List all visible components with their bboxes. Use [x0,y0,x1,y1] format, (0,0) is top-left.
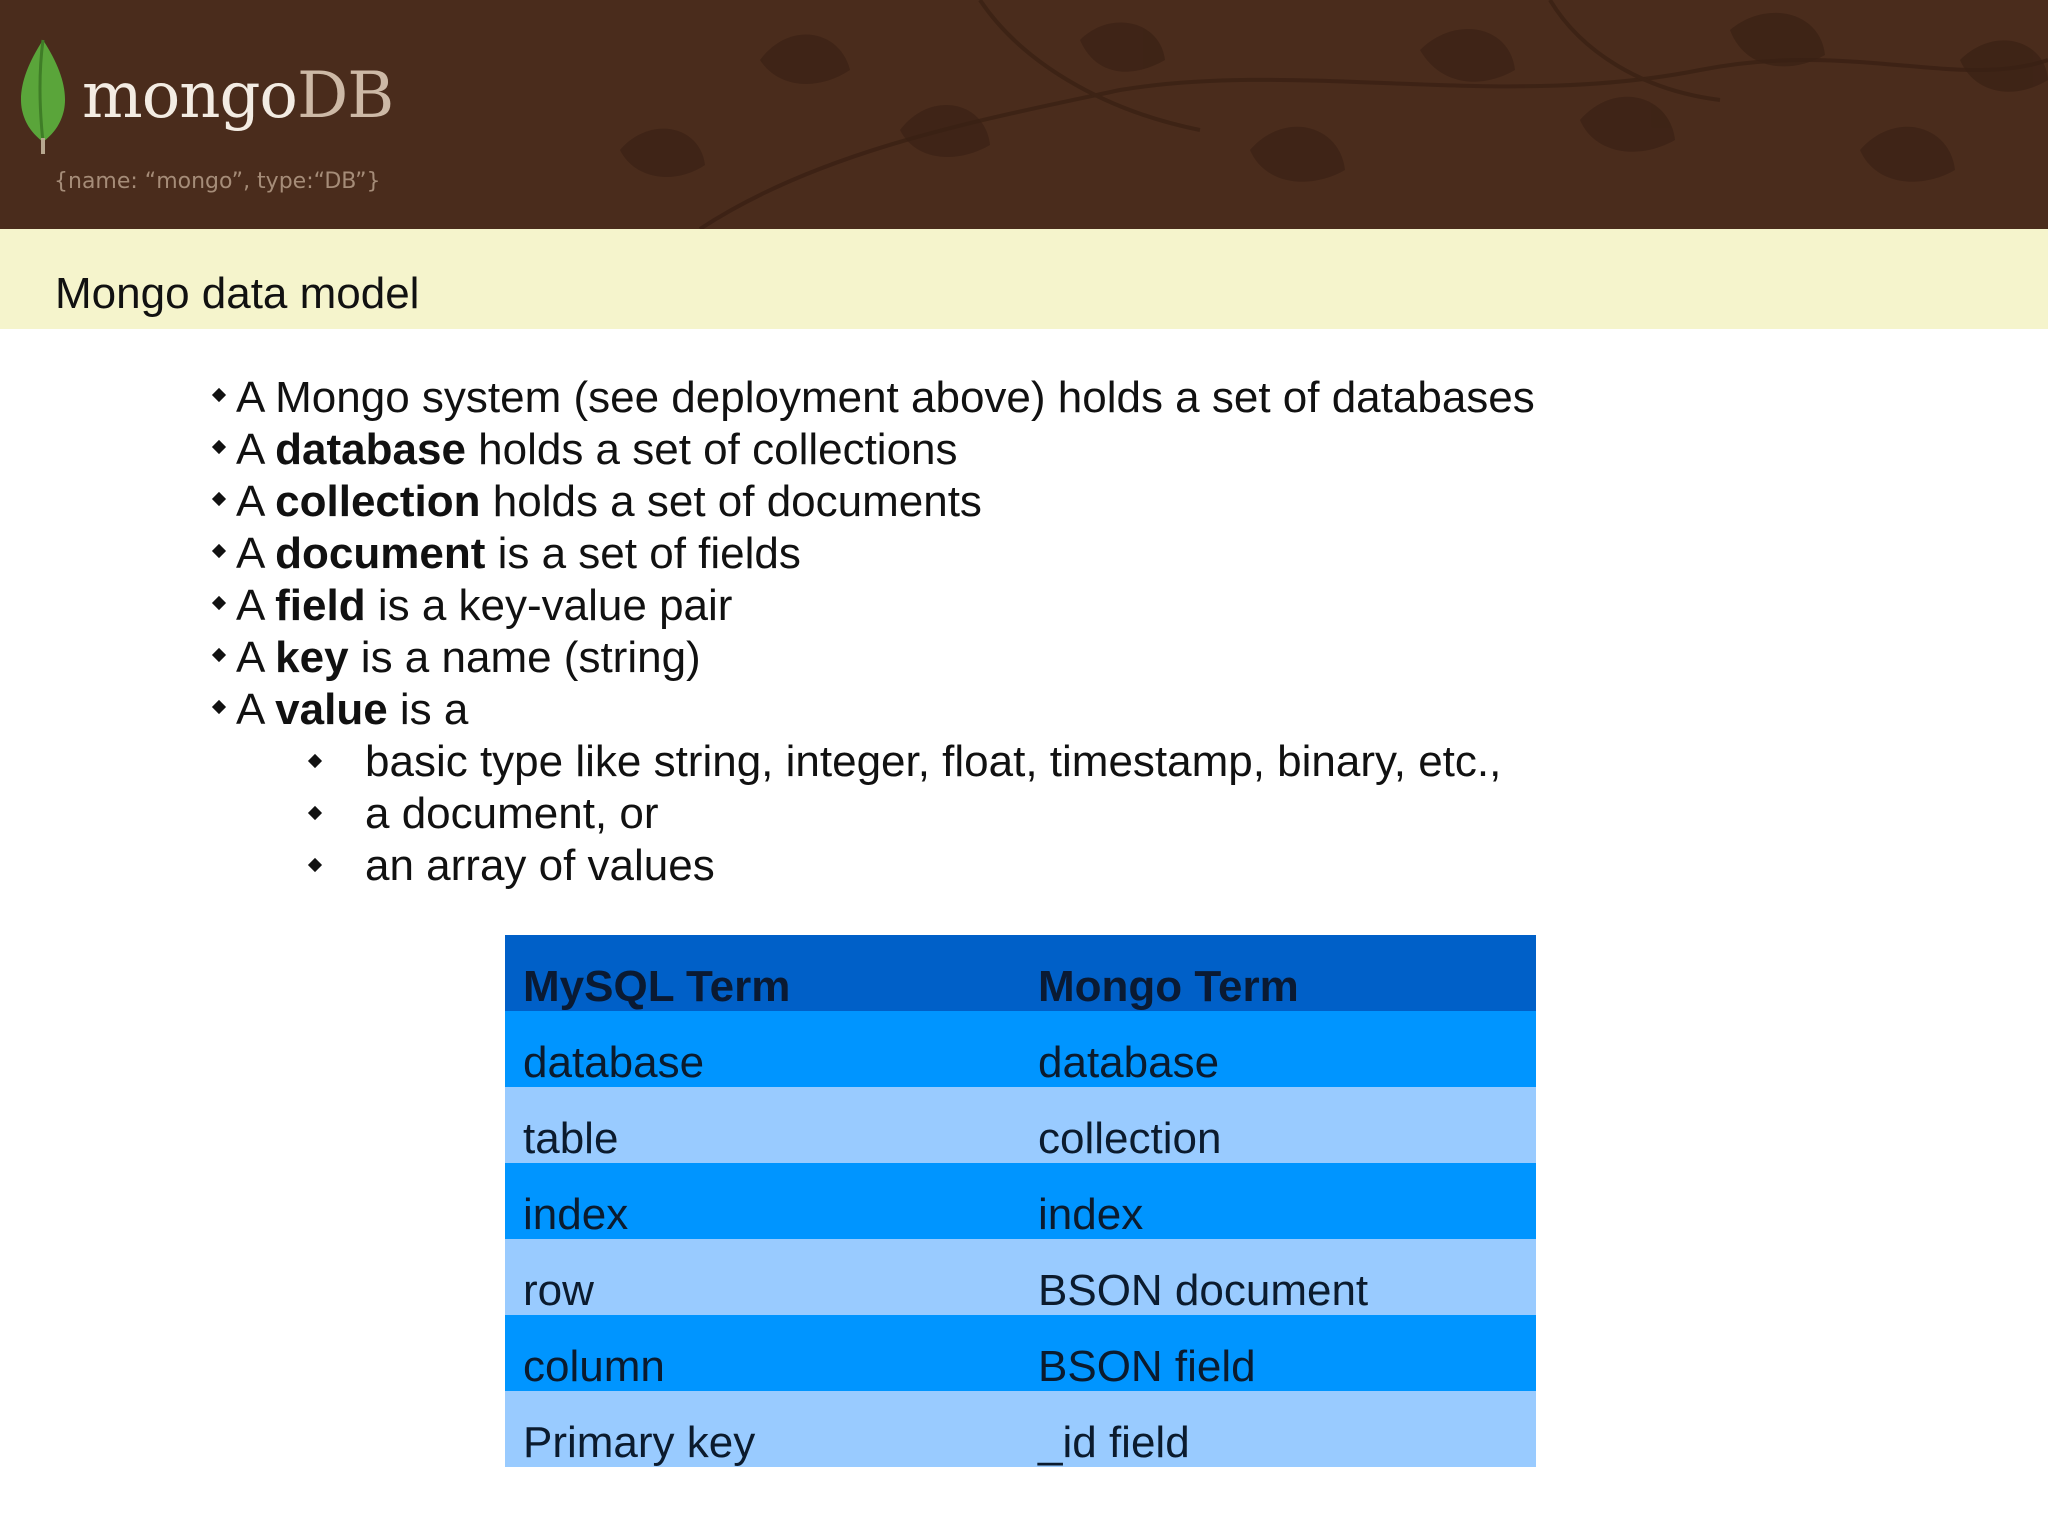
bullet-text: is a key-value pair [365,581,733,630]
mysql-term-cell: Primary key [523,1418,756,1467]
mongo-term-cell: database [1038,1038,1220,1087]
bullet-bold-term: document [275,529,486,578]
bullet-text: holds a set of collections [465,425,958,474]
bullet-bold-term: field [275,581,366,630]
sub-bullet-item [308,840,1631,892]
bullet-item [212,580,1535,632]
table-header-cell [1020,935,1536,1011]
mongo-term-cell: BSON field [1038,1342,1256,1391]
table-cell [505,1087,1020,1163]
mongo-term-cell: collection [1038,1114,1222,1163]
mongodb-logo [14,38,434,208]
bullet-list [212,372,1535,892]
table-cell [1020,1239,1536,1315]
table-header-row [505,935,1536,1011]
bullet-prefix: A [236,633,276,682]
bullet-item [212,528,1535,580]
bullet-text: is a name (string) [348,633,701,682]
bullet-item [212,424,1535,476]
bullet-text: holds a set of documents [480,477,982,526]
term-comparison-table [505,935,1536,1467]
table-row [505,1163,1536,1239]
mongodb-leaf-icon [14,38,72,154]
table-cell [505,1163,1020,1239]
mysql-term-cell: table [523,1114,619,1163]
sub-bullet-text: an array of values [365,841,715,890]
bullet-item [212,476,1535,528]
table-header-cell [505,935,1020,1011]
diamond-bullet-icon [212,700,226,714]
bullet-text: is a set of fields [485,529,801,578]
bullet-prefix: A [236,685,276,734]
table-cell [505,1239,1020,1315]
diamond-bullet-icon [212,388,226,402]
bullet-prefix: A [236,373,276,422]
mysql-term-cell: column [523,1342,665,1391]
diamond-bullet-icon [212,596,226,610]
sub-bullet-group [212,736,1535,892]
mysql-term-cell: row [523,1266,594,1315]
diamond-bullet-icon [308,858,322,872]
mongo-term-cell: index [1038,1190,1144,1239]
bullet-bold-term: collection [275,477,481,526]
table-row [505,1239,1536,1315]
mysql-term-cell: index [523,1190,629,1239]
logo-text-mongo: mongo [82,59,297,133]
bullet-item [212,684,1535,736]
diamond-bullet-icon [308,754,322,768]
table-cell [505,1011,1020,1087]
table-cell [505,1315,1020,1391]
table-cell [1020,1087,1536,1163]
bullet-prefix: A [236,529,276,578]
table-cell [1020,1315,1536,1391]
table-row [505,1315,1536,1391]
table-row [505,1087,1536,1163]
diamond-bullet-icon [212,544,226,558]
sub-bullet-text: basic type like string, integer, float, timestamp, binary, etc., [365,737,1502,786]
diamond-bullet-icon [212,492,226,506]
bullet-prefix: A [236,425,276,474]
mongo-term-cell: _id field [1038,1418,1190,1467]
diamond-bullet-icon [212,648,226,662]
header-mongo-term: Mongo Term [1038,962,1299,1011]
sub-bullet-text: a document, or [365,789,659,838]
table-cell [1020,1011,1536,1087]
table-row [505,1011,1536,1087]
table-cell [1020,1391,1536,1467]
sub-bullet-list [308,736,1631,892]
diamond-bullet-icon [212,440,226,454]
bullet-prefix: A [236,581,276,630]
mysql-term-cell: database [523,1038,705,1087]
sub-bullet-item [308,788,1631,840]
logo-tagline: {name: “mongo”, type:“DB”} [54,169,381,194]
mongo-term-cell: BSON document [1038,1266,1369,1315]
bullet-text: Mongo system (see deployment above) holds a set of databases [275,373,1535,422]
bullet-bold-term: value [275,685,388,734]
sub-bullet-item [308,736,1631,788]
bullet-item [212,372,1535,424]
header-banner [0,0,2048,229]
bullet-bold-term: database [275,425,466,474]
header-mysql-term: MySQL Term [523,962,791,1011]
bullet-prefix: A [236,477,276,526]
table-cell [1020,1163,1536,1239]
diamond-bullet-icon [308,806,322,820]
slide-title: Mongo data model [55,269,420,318]
bullet-text: is a [387,685,469,734]
bullet-bold-term: key [275,633,349,682]
logo-text-db: DB [296,59,394,133]
table-row [505,1391,1536,1467]
bullet-item [212,632,1535,684]
logo-wordmark [82,59,394,133]
table-cell [505,1391,1020,1467]
